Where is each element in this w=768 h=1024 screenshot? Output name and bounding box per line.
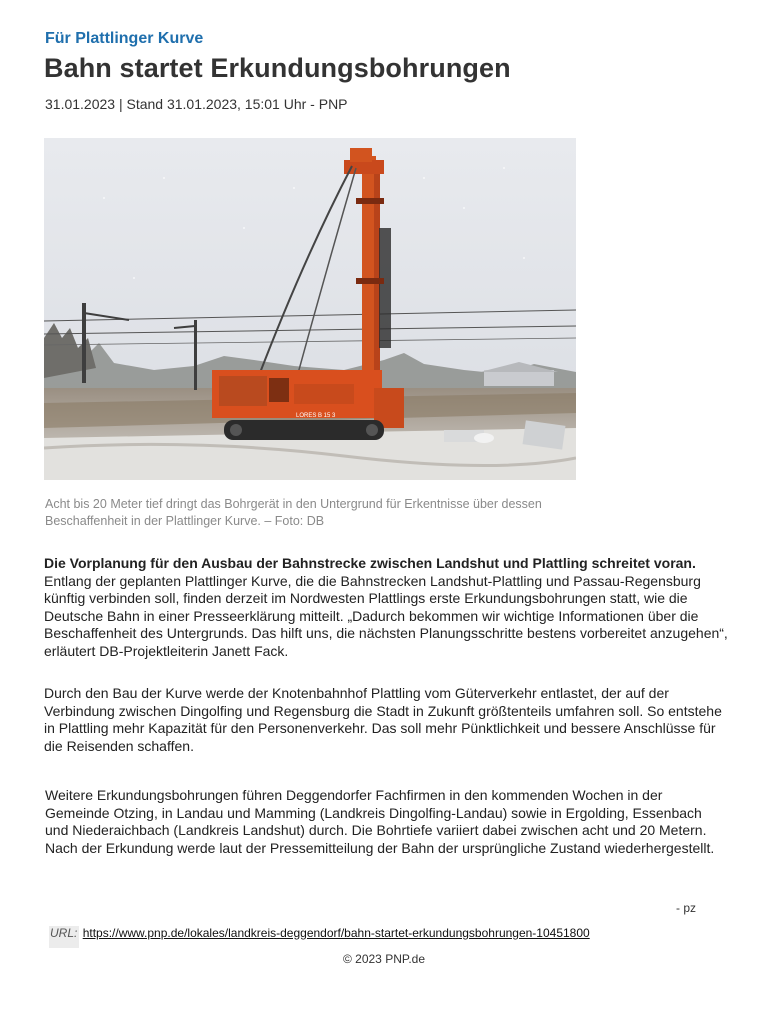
article-kicker: Für Plattlinger Kurve [45, 30, 204, 47]
article-paragraph-1 [44, 555, 728, 660]
photo-caption-line-1: Acht bis 20 Meter tief dringt das Bohrgerät in den Untergrund für Erkentnisse über dessen [45, 497, 542, 511]
article-url-line [49, 926, 590, 940]
url-label: URL: [49, 926, 79, 948]
photo-building [484, 370, 554, 386]
article-author: - pz [676, 901, 697, 915]
article-paragraph-2: Durch den Bau der Kurve werde der Knotenbahnhof Plattling vom Güterverkehr entlastet, der auf der Verbindung zwischen Dingolfing und Regensburg die Stadt in Zukunft größtenteils umfahren soll. So entstehe in Plattling mehr Kapazität für den Personenverkehr. Das soll mehr Pünktlichkeit und bessere Anschlüsse für die Reisenden schaffen. [44, 685, 722, 754]
photo-caption-line-2: Beschaffenheit in der Plattlinger Kurve. – Foto: DB [45, 514, 325, 528]
photo-catenary-mast [82, 303, 86, 383]
photo-rig-tracks [224, 420, 384, 440]
article-paragraph-3: Weitere Erkundungsbohrungen führen Deggendorfer Fachfirmen in den kommenden Wochen in der Gemeinde Otzing, in Landau und Mamming (Landkreis Dingolfing-Landau) sowie in Ergolding, Essenbach und Niederaichbach (Landkreis Landshut) durch. Die Bohrtiefe variiert dabei zwischen acht und 20 Metern. Nach der Erkundung werde laut der Pressemitteilung der Bahn der ursprüngliche Zustand wiederhergestellt. [45, 787, 715, 856]
photo-rig-label: LORES B 15 3 [296, 413, 336, 419]
photo-caption [45, 496, 585, 530]
copyright-notice: © 2023 PNP.de [342, 952, 425, 966]
article-headline: Bahn startet Erkundungsbohrungen [44, 53, 511, 83]
article-photo-drilling-rig [44, 138, 576, 480]
article-lead: Die Vorplanung für den Ausbau der Bahnstrecke zwischen Landshut und Plattling schreitet voran. [44, 555, 696, 571]
article-dateline: 31.01.2023 | Stand 31.01.2023, 15:01 Uhr - PNP [45, 96, 348, 112]
article-url-link[interactable]: https://www.pnp.de/lokales/landkreis-deggendorf/bahn-startet-erkundungsbohrungen-10451800 [82, 926, 590, 940]
article-paragraph-1-text: Entlang der geplanten Plattlinger Kurve, die die Bahnstrecken Landshut-Plattling und Passau-Regensburg künftig verbinden soll, finden derzeit im Nordwesten Plattlings erste Erkundungsbohrungen statt, wie die Deutsche Bahn in einer Presseerklärung mitteilt. „Dadurch bekommen wir wichtige Informationen über die Beschaffenheit des Untergrunds. Das hilft uns, die nächsten Planungsschritte bestens vorbereitet anzugehen“, erläutert DB-Projektleiterin Janett Fack. [44, 572, 728, 659]
